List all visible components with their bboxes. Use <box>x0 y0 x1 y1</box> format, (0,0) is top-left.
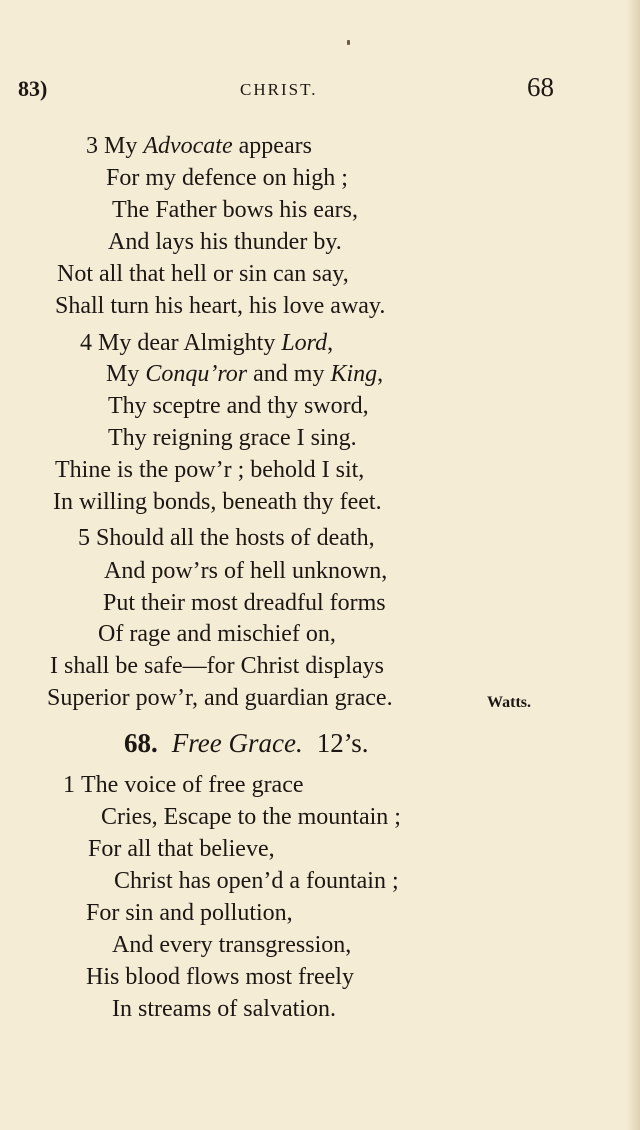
stanza-3-line-5 <box>57 259 349 289</box>
verse-segment: Thy reigning grace I sing. <box>108 425 357 451</box>
verse-segment: , <box>377 361 384 387</box>
verse-emphasis: Lord <box>281 330 328 356</box>
verse-segment: The Father bows his ears, <box>112 197 358 223</box>
hymn-heading <box>124 728 368 759</box>
stanza-5-line-3 <box>103 588 386 618</box>
verse-segment: In streams of salvation. <box>112 996 336 1022</box>
verse-segment: And lays his thunder by. <box>108 229 342 255</box>
stanza-number: 5 <box>78 525 90 551</box>
stanza-5-line-2 <box>104 556 387 586</box>
stanza-5-line-6 <box>47 683 393 713</box>
stanza-5-line-5 <box>50 651 384 681</box>
hymn-stanza-1-line-4 <box>114 866 399 896</box>
stanza-3-line-2 <box>106 163 348 193</box>
stanza-number: 1 <box>63 772 75 798</box>
verse-text <box>98 330 333 356</box>
hymn-stanza-1-line-1 <box>63 770 304 800</box>
verse-emphasis: Conqu’ror <box>145 361 248 387</box>
verse-segment: For all that believe, <box>88 836 275 862</box>
hymn-stanza-1-line-5 <box>86 898 293 928</box>
stanza-3-line-6 <box>55 291 385 321</box>
verse-segment: Cries, Escape to the mountain ; <box>101 804 401 830</box>
hymn-number: 68. <box>124 728 158 758</box>
verse-segment: The voice of free grace <box>81 772 304 798</box>
stanza-4-line-5 <box>55 455 364 485</box>
verse-segment: And pow’rs of hell unknown, <box>104 558 388 584</box>
hymn-title: Free Grace. <box>171 728 303 758</box>
verse-segment: Thy sceptre and thy sword, <box>108 393 369 419</box>
verse-segment: Of rage and mischief on, <box>98 621 336 647</box>
stanza-3-line-1 <box>86 131 312 161</box>
verse-text <box>96 525 375 551</box>
header-left-fragment: 83) <box>18 76 48 101</box>
hymn-stanza-1-line-2 <box>101 802 401 832</box>
verse-segment: Shall turn his heart, his love away. <box>55 293 386 319</box>
stanza-4-line-2 <box>106 359 383 389</box>
stanza-4-line-6 <box>53 487 382 517</box>
verse-segment: Superior pow’r, and guardian grace. <box>47 685 393 711</box>
verse-segment: For sin and pollution, <box>86 900 293 926</box>
verse-segment: Put their most dreadful forms <box>103 590 386 616</box>
ink-speck <box>347 40 350 45</box>
verse-text <box>104 133 312 159</box>
verse-segment: Thine is the pow’r ; behold I sit, <box>55 457 365 483</box>
stanza-4-line-3 <box>108 391 369 421</box>
stanza-3-line-4 <box>108 227 342 257</box>
verse-emphasis: King <box>330 361 378 387</box>
verse-text <box>81 772 304 798</box>
hymn-stanza-1-line-7 <box>86 962 354 992</box>
verse-segment: His blood flows most freely <box>86 964 354 990</box>
verse-segment: , <box>327 330 334 356</box>
hymn-stanza-1-line-8 <box>112 994 336 1024</box>
stanza-number: 3 <box>86 133 98 159</box>
verse-segment: Not all that hell or sin can say, <box>57 261 349 287</box>
verse-segment: For my defence on high ; <box>106 165 348 191</box>
hymn-stanza-1-line-6 <box>112 930 351 960</box>
stanza-4-line-4 <box>108 423 357 453</box>
verse-segment: and my <box>247 361 331 387</box>
stanza-3-line-3 <box>112 195 358 225</box>
stanza-5-line-1 <box>78 523 375 553</box>
stanza-5-line-4 <box>98 619 336 649</box>
page-number: 68 <box>527 72 554 102</box>
verse-emphasis: Advocate <box>143 133 233 159</box>
verse-segment: In willing bonds, beneath thy feet. <box>53 489 382 515</box>
verse-segment: My dear Almighty <box>98 330 282 356</box>
running-head-title: CHRIST. <box>240 80 318 99</box>
verse-segment: My <box>106 361 146 387</box>
hymn-stanza-1-line-3 <box>88 834 275 864</box>
verse-segment: Should all the hosts of death, <box>96 525 375 551</box>
verse-segment: I shall be safe—for Christ displays <box>50 653 384 679</box>
verse-segment: My <box>104 133 144 159</box>
verse-segment: Christ has open’d a fountain ; <box>114 868 399 894</box>
verse-segment: appears <box>232 133 312 159</box>
stanza-4-line-1 <box>80 328 333 358</box>
page-edge-shadow <box>626 0 640 1130</box>
stanza-number: 4 <box>80 330 92 356</box>
attribution: Watts. <box>487 694 531 711</box>
verse-segment: And every transgression, <box>112 932 352 958</box>
hymn-meter: 12’s. <box>316 728 369 758</box>
